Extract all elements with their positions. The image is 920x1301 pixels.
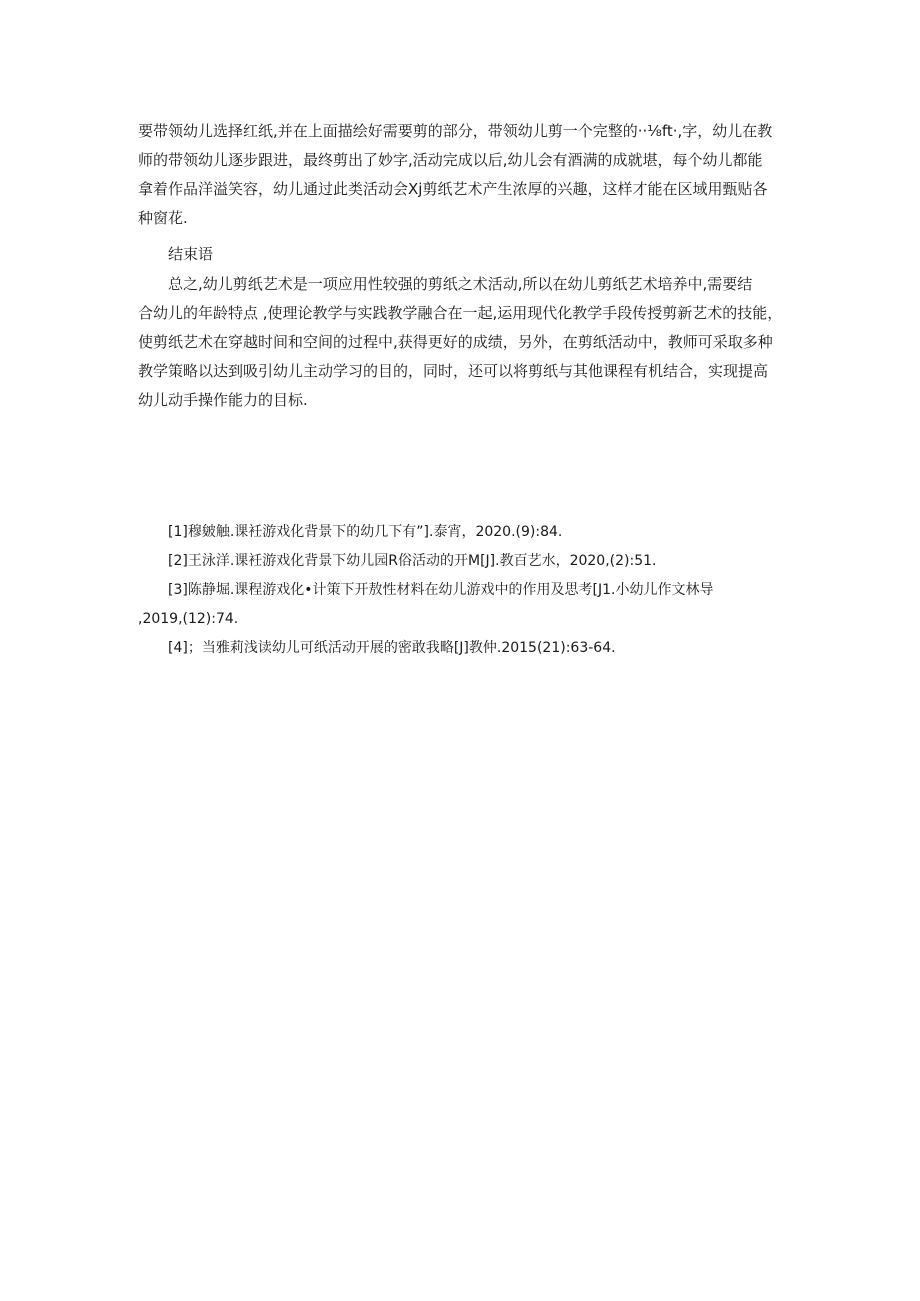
reference-item: [2]王泳洋.课衽游戏化背景下幼儿园R俗活动的开M[J].教百艺水，2020,(2):51.: [168, 553, 657, 569]
paragraph-line: 种窗花.: [138, 209, 188, 227]
conclusion-heading-block: [138, 240, 798, 269]
conclusion-heading: 结束语: [168, 245, 214, 263]
paragraph-line: 师的带领幼儿逐步跟进，最终剪出了妙字,活动完成以后,幼儿会有酒满的成就堪，每个幼儿都能: [138, 151, 763, 169]
reference-item: [1]穆皴触.课衽游戏化背景下的幼几下有”].泰宵，2020.(9):84.: [168, 524, 563, 540]
conclusion-line: 幼儿动手操作能力的目标.: [138, 391, 308, 409]
reference-item: [3]陈静堀.课程游戏化•计策下开敖性材料在幼儿游戏中的作用及思考[J1.小幼儿作文林导: [168, 582, 714, 598]
paragraph-body: [138, 117, 798, 233]
conclusion-line: 合幼儿的年龄特点 ,使理论教学与实践教学融合在一起,运用现代化教学手段传授剪新艺术的技能，: [138, 304, 783, 322]
conclusion-line: 总之,幼儿剪纸艺术是一项应用性较强的剪纸之术活动,所以在幼儿剪纸艺术培养中,需要结: [168, 275, 753, 293]
reference-item-continuation: ,2019,(12):74.: [138, 611, 239, 627]
reference-item: [4]；当雅莉浅读幼儿可纸活动开展的密敢我略[J]教仲.2015(21):63-64.: [168, 640, 616, 656]
paragraph-line: 拿着作品洋溢笑容，幼儿通过此类活动会Xj剪纸艺术产生浓厚的兴趣，这样才能在区域用甄贴各: [138, 180, 768, 198]
conclusion-line: 教学策略以达到吸引幼儿主动学习的目的，同时，还可以将剪纸与其他课程有机结合，实现提高: [138, 362, 769, 380]
reference-list: [138, 518, 798, 663]
conclusion-line: 使剪纸艺术在穿越时间和空间的过程中,获得更好的成绩，另外，在剪纸活动中，教师可采取多种: [138, 333, 773, 351]
paragraph-line: 要带领幼儿选择红纸,并在上面描绘好需要剪的部分，带领幼儿剪一个完整的··⅛ft·,字，幼儿在教: [138, 122, 773, 140]
conclusion-paragraph: [138, 270, 798, 415]
